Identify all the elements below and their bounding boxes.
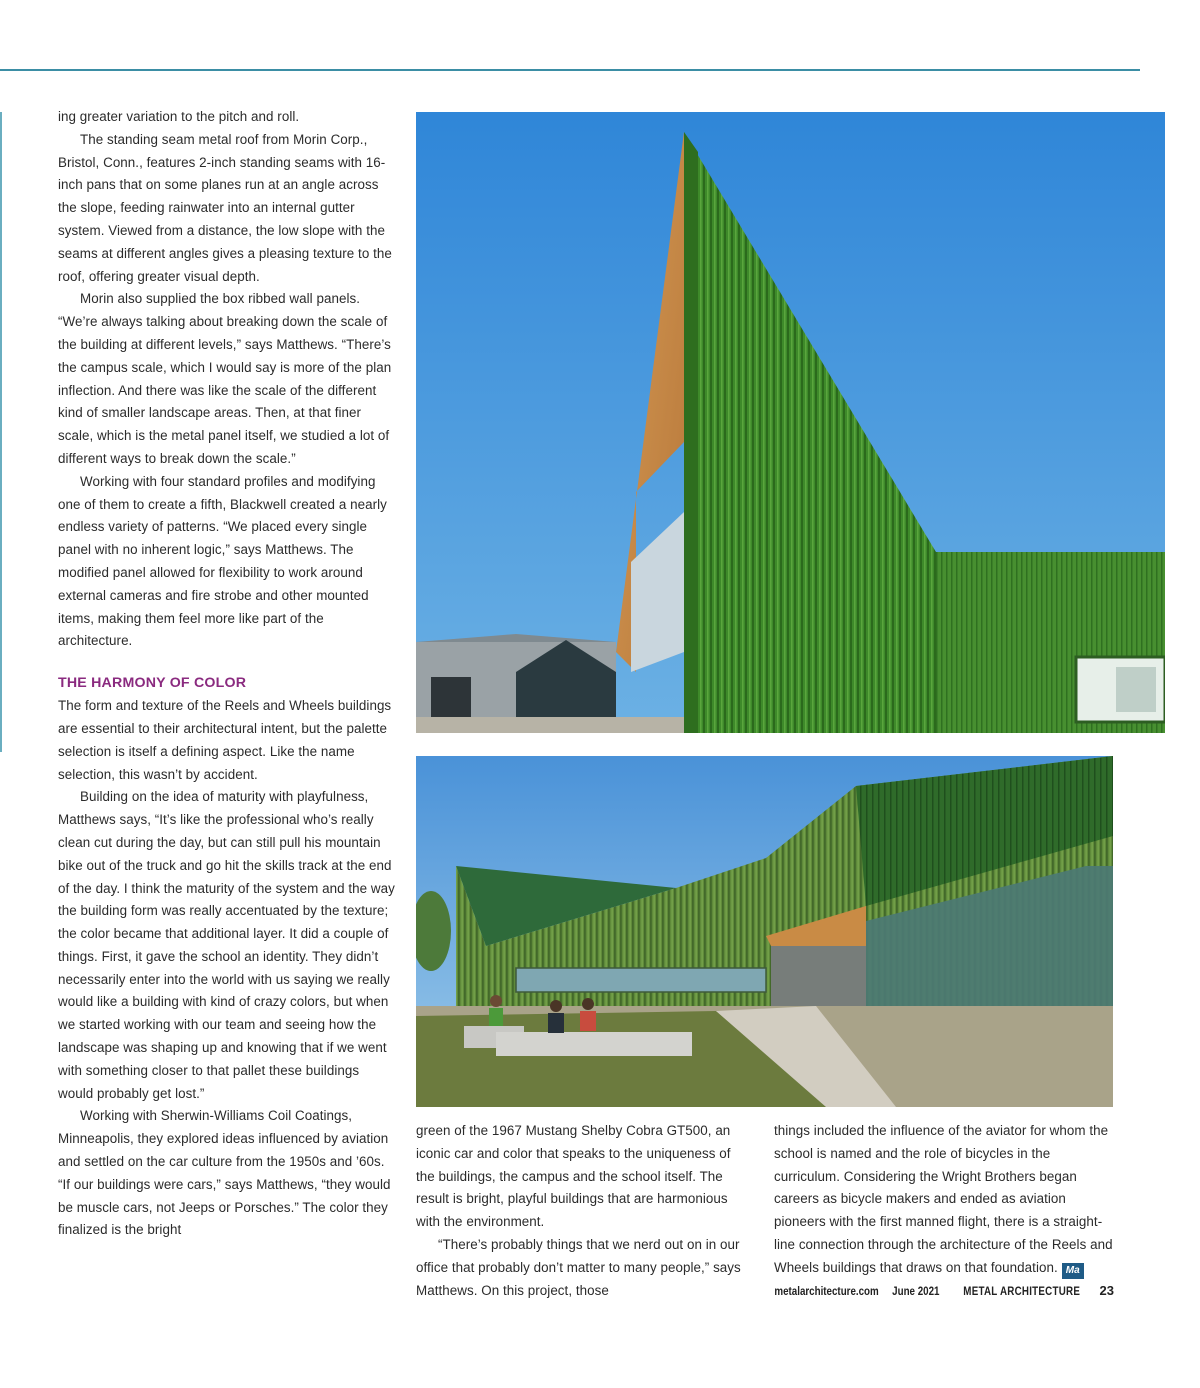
paragraph: Building on the idea of maturity with playfulness, Matthews says, “It’s like the professional who’s really clean cut during the day, but can still pull his mountain bike out of the truck and go hit the skills track at the end of the day. I think the maturity of the system and the way the building form was really accentuated by the texture; the color became that additional layer. It did a couple of things. First, it gave the school an identity. They didn’t necessarily enter into the world with us saying we really would like a building with kind of crazy colors, but when we started working with our team and seeing how the landscape was shaping up and knowing that if we went with something closer to that pallet these buildings would probably get lost.” <box>58 789 395 1101</box>
header-rule <box>0 69 1140 71</box>
building-photo-exterior <box>416 112 1165 733</box>
paragraph: The standing seam metal roof from Morin Corp., Bristol, Conn., features 2-inch standing seams with 16-inch pans that on some planes run at an angle across the slope, feeding rainwater into an internal gutter system. Viewed from a distance, the low slope with the seams at different angles gives a pleasing texture to the roof, offering greater visual depth. <box>58 131 392 284</box>
section-heading: THE HARMONY OF COLOR <box>58 675 247 692</box>
page-number: 23 <box>1099 1283 1114 1298</box>
footer-date: June 2021 <box>892 1286 940 1298</box>
page-edge-rule <box>0 112 2 752</box>
paragraph: “There’s probably things that we nerd out on in our office that probably don’t matter to many people,” says Matthews. On this project, those <box>416 1236 741 1298</box>
building-photo-courtyard <box>416 756 1113 1107</box>
paragraph: Working with four standard profiles and modifying one of them to create a fifth, Blackwell created a nearly endless variety of patterns. “We placed every single panel with no inherent logic,” says Matthews. The modified panel allowed for flexibility to work around external cameras and fire strobe and other mounted items, making them feel more like part of the architecture. <box>58 473 387 649</box>
paragraph: The form and texture of the Reels and Wheels buildings are essential to their architectural intent, but the palette selection is itself a defining aspect. Like the name selection, this wasn’t by accident. <box>58 698 392 782</box>
paragraph-text: things included the influence of the aviator for whom the school is named and the role of bicycles in the curriculum. Considering the Wright Brothers began careers as bicycle makers and ended as aviation pioneers with the first manned flight, there is a straight-line connection through the architecture of the Reels and Wheels buildings that draws on that foundation. <box>774 1123 1113 1275</box>
paragraph: Working with Sherwin-Williams Coil Coatings, Minneapolis, they explored ideas influenced by aviation and settled on the car culture from the 1950s and ’60s. “If our buildings were cars,” says Matthews, “they would be muscle cars, not Jeeps or Porsches.” The color they finalized is the bright <box>58 1108 391 1238</box>
article-column-1 <box>58 106 398 1242</box>
page-footer <box>756 1283 1114 1298</box>
end-mark-logo: Ma <box>1062 1263 1084 1279</box>
footer-website: metalarchitecture.com <box>774 1286 879 1298</box>
paragraph: ing greater variation to the pitch and roll. <box>58 109 300 124</box>
article-column-3 <box>774 1120 1114 1280</box>
paragraph <box>774 1120 1114 1280</box>
article-column-2 <box>416 1120 746 1302</box>
footer-magazine-name: METAL ARCHITECTURE <box>963 1286 1081 1298</box>
paragraph: green of the 1967 Mustang Shelby Cobra GT500, an iconic car and color that speaks to the uniqueness of the buildings, the campus and the school itself. The result is bright, playful buildings that are harmonious with the environment. <box>416 1123 731 1230</box>
paragraph: Morin also supplied the box ribbed wall panels. “We’re always talking about breaking down the scale of the building at different levels,” says Matthews. “There’s the campus scale, which I would say is more of the plan inflection. And there was like the scale of the different kind of smaller landscape areas. Then, at that finer scale, which is the metal panel itself, we studied a lot of different ways to break down the scale.” <box>58 291 392 466</box>
